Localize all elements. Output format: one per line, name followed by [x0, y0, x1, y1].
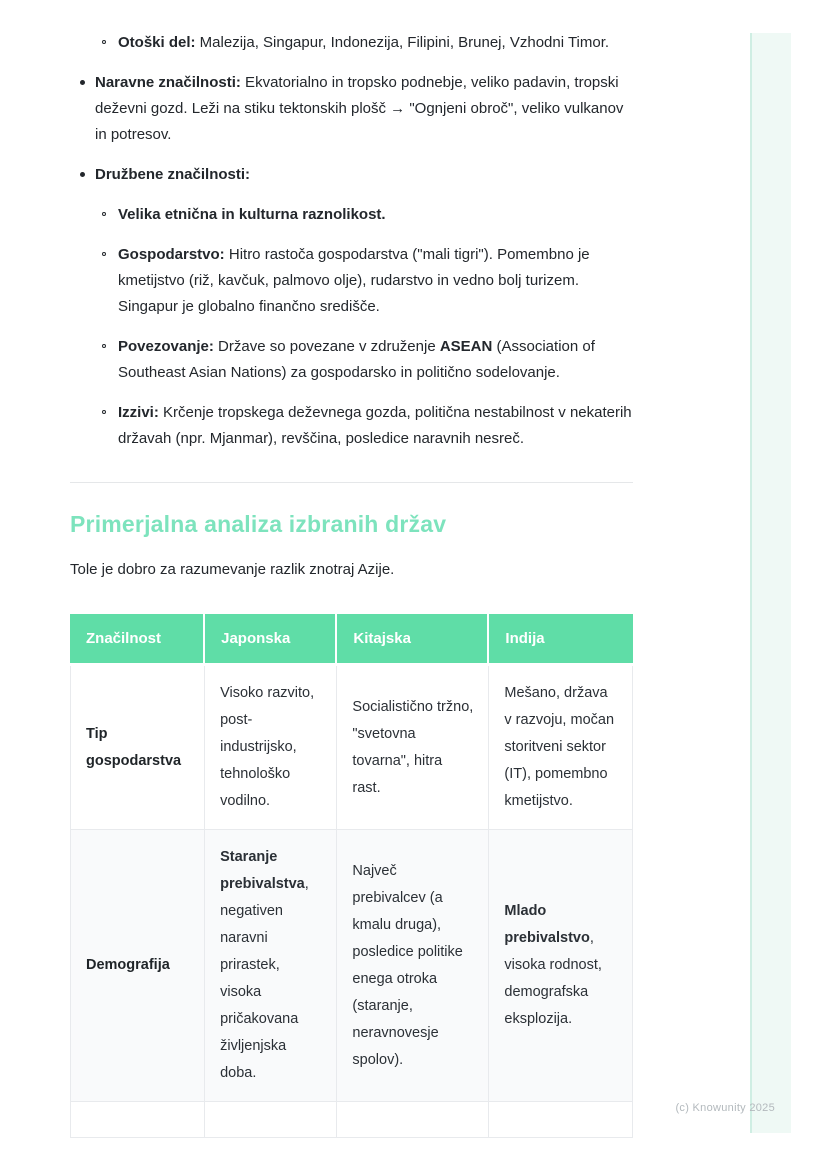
- text: , negativen naravni prirastek, visoka pričakovana življenjska doba.: [220, 876, 309, 1081]
- circle-bullet-icon: [102, 410, 106, 414]
- table-cell: [337, 830, 489, 1102]
- row-label-cell: Tip gospodarstva: [70, 666, 205, 830]
- bold-text: Staranje prebivalstva: [220, 849, 305, 892]
- section-heading: Primerjalna analiza izbranih držav: [70, 511, 447, 537]
- text: Največ prebivalcev (a kmalu druga), posledice politike enega otroka (staranje, neravnovesje spolov).: [352, 862, 463, 1068]
- bold-text: Izzivi:: [118, 404, 159, 421]
- bold-text: Otoški del:: [118, 34, 196, 51]
- list-item: [70, 202, 633, 228]
- text: Mešano, država v razvoju, močan storitveni sektor (IT), pomembno kmetijstvo.: [504, 685, 615, 809]
- table-row: [70, 666, 633, 830]
- disc-bullet-icon: [80, 172, 85, 177]
- circle-bullet-icon: [102, 252, 106, 256]
- circle-bullet-icon: [102, 212, 106, 216]
- table-cell: [489, 830, 633, 1102]
- table-cell: [205, 830, 337, 1102]
- watermark: (c) Knowunity 2025: [675, 1102, 775, 1114]
- circle-bullet-icon: [102, 40, 106, 44]
- bold-text: Povezovanje:: [118, 338, 214, 355]
- text: (Association of Southeast Asian Nations) za gospodarsko in politično sodelovanje.: [118, 338, 595, 381]
- text: , visoka rodnost, demografska eksplozija.: [504, 930, 602, 1027]
- table-header-cell: Kitajska: [337, 614, 489, 666]
- circle-bullet-icon: [102, 344, 106, 348]
- list-item: [70, 242, 633, 320]
- bold-text: Mlado prebivalstvo: [504, 903, 590, 946]
- row-label-cell: [70, 1102, 205, 1138]
- text: Države so povezane v združenje: [213, 338, 440, 355]
- intro-paragraph: Tole je dobro za razumevanje razlik znotraj Azije.: [70, 561, 395, 578]
- text: Visoko razvito, post-industrijsko, tehnološko vodilno.: [220, 685, 315, 809]
- table-cell: [337, 666, 489, 830]
- bold-text: Velika etnična in kulturna raznolikost.: [118, 206, 386, 223]
- table-header-cell: Japonska: [205, 614, 337, 666]
- list-item: [70, 30, 633, 56]
- table-cell: [337, 1102, 489, 1138]
- list-item: [70, 400, 633, 452]
- document-content: [70, 0, 633, 1138]
- table-cell: [489, 666, 633, 830]
- table-cell: [205, 1102, 337, 1138]
- page-edge-strip: [750, 33, 791, 1133]
- text: Malezija, Singapur, Indonezija, Filipini, Brunej, Vzhodni Timor.: [195, 34, 610, 51]
- bold-text: Naravne značilnosti:: [95, 74, 241, 91]
- bold-text: Družbene značilnosti:: [95, 166, 251, 183]
- bold-text: ASEAN: [439, 338, 493, 355]
- table-row: [70, 1102, 633, 1138]
- text: Socialistično tržno, "svetovna tovarna", hitra rast.: [352, 698, 474, 796]
- text: Hitro rastoča gospodarstva ("mali tigri"). Pomembno je kmetijstvo (riž, kavčuk, palmovo olje), rudarstvo in vedno bolj turizem. Singapur je globalno finančno središče.: [118, 246, 590, 315]
- list-item: [70, 334, 633, 386]
- bullet-list: [70, 0, 633, 452]
- list-item: [70, 70, 633, 148]
- table-header-cell: Indija: [489, 614, 633, 666]
- table-header-cell: Značilnost: [70, 614, 205, 666]
- table-row: [70, 830, 633, 1102]
- table-cell: [489, 1102, 633, 1138]
- comparison-table: [70, 614, 633, 1138]
- list-item: [70, 162, 633, 188]
- disc-bullet-icon: [80, 80, 85, 85]
- section-divider: [70, 482, 633, 483]
- text: Krčenje tropskega deževnega gozda, politična nestabilnost v nekaterih državah (npr. Mjanmar), revščina, posledice naravnih nesreč.: [118, 404, 632, 447]
- row-label-cell: Demografija: [70, 830, 205, 1102]
- text: Ekvatorialno in tropsko podnebje, veliko padavin, tropski deževni gozd. Leži na stiku tektonskih plošč → "Ognjeni obroč", veliko vulkanov in potresov.: [95, 74, 624, 143]
- bold-text: Gospodarstvo:: [118, 246, 225, 263]
- table-header-row: [70, 614, 633, 666]
- table-cell: [205, 666, 337, 830]
